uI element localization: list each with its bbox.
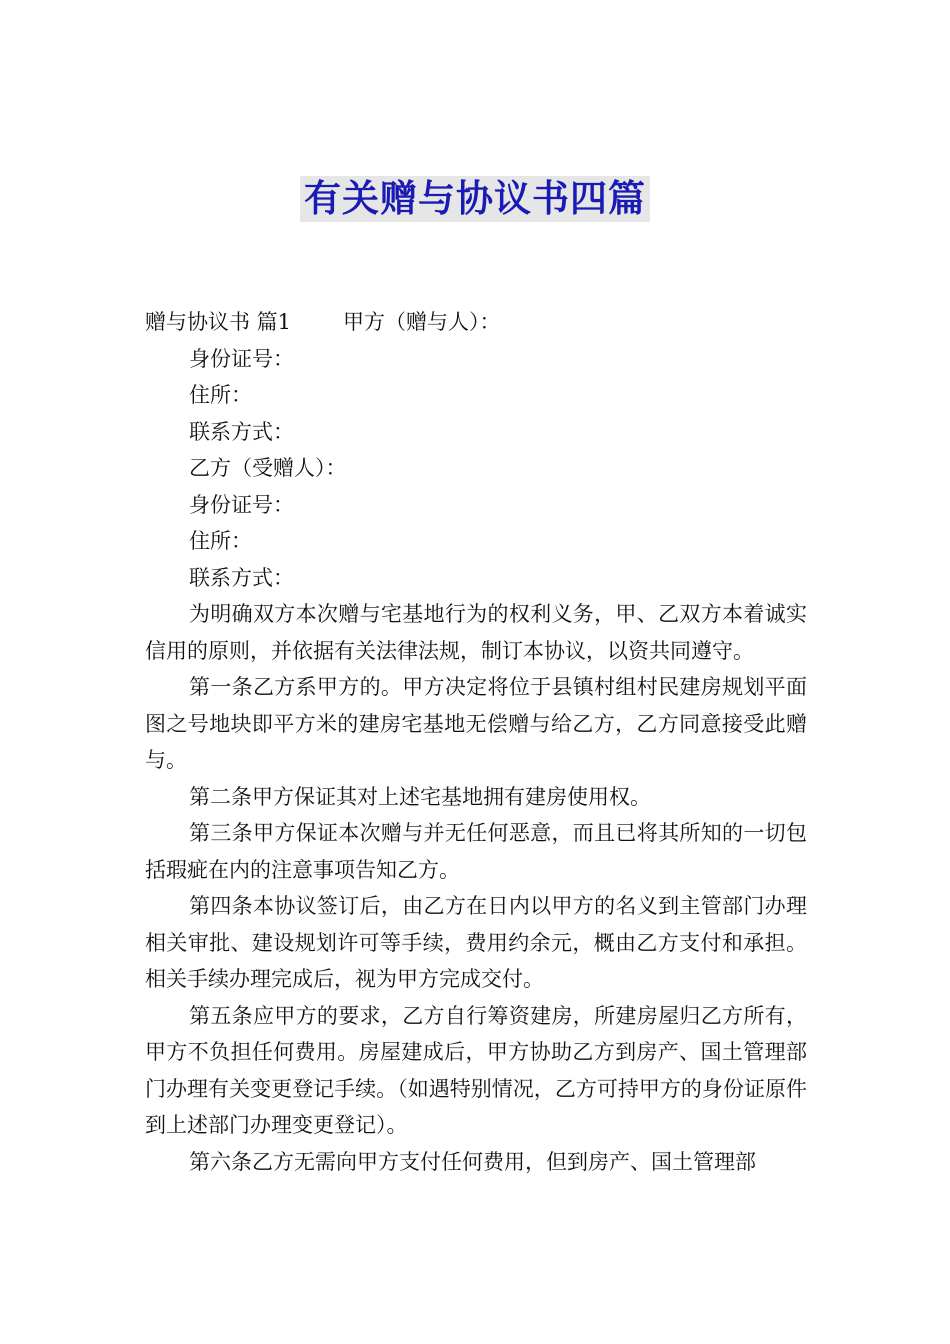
paragraph-article-4: 第四条本协议签订后，由乙方在日内以甲方的名义到主管部门办理相关审批、建设规划许可等手续，费用约余元，概由乙方支付和承担。相关手续办理完成后，视为甲方完成交付。 (145, 894, 807, 991)
paragraph-article-1: 第一条乙方系甲方的。甲方决定将位于县镇村组村民建房规划平面图之号地块即平方米的建房宅基地无偿赠与给乙方，乙方同意接受此赠与。 (145, 675, 807, 772)
paragraph-article-6: 第六条乙方无需向甲方支付任何费用，但到房产、国土管理部 (189, 1149, 756, 1174)
party-a-id-field: 身份证号： (189, 346, 294, 371)
party-b-contact-field: 联系方式： (189, 565, 294, 590)
party-b-address-field: 住所： (189, 529, 252, 553)
document-title: 有关赠与协议书四篇 (300, 176, 650, 222)
paragraph-article-5: 第五条应甲方的要求，乙方自行筹资建房，所建房屋归乙方所有，甲方不负担任何费用。房屋建成后，甲方协助乙方到房产、国土管理部门办理有关变更登记手续。（如遇特别情况，乙方可持甲方的身份证原件到上述部门办理变更登记）。 (145, 1003, 807, 1137)
title-container (0, 176, 950, 222)
document-body (145, 304, 807, 1180)
paragraph-article-2: 第二条甲方保证其对上述宅基地拥有建房使用权。 (189, 784, 651, 809)
party-a-label: 甲方（赠与人）： (343, 310, 501, 334)
paragraph-article-3: 第三条甲方保证本次赠与并无任何恶意，而且已将其所知的一切包括瑕疵在内的注意事项告知乙方。 (145, 821, 807, 882)
party-b-id-field: 身份证号： (189, 492, 294, 517)
party-a-contact-field: 联系方式： (189, 419, 294, 444)
party-a-address-field: 住所： (189, 383, 252, 407)
heading-line (145, 304, 807, 341)
party-b-label: 乙方（受赠人）： (189, 456, 347, 480)
paragraph-preamble: 为明确双方本次赠与宅基地行为的权利义务，甲、乙双方本着诚实信用的原则，并依据有关法律法规，制订本协议，以资共同遵守。 (145, 602, 807, 663)
section-heading: 赠与协议书 篇1 (145, 310, 292, 334)
